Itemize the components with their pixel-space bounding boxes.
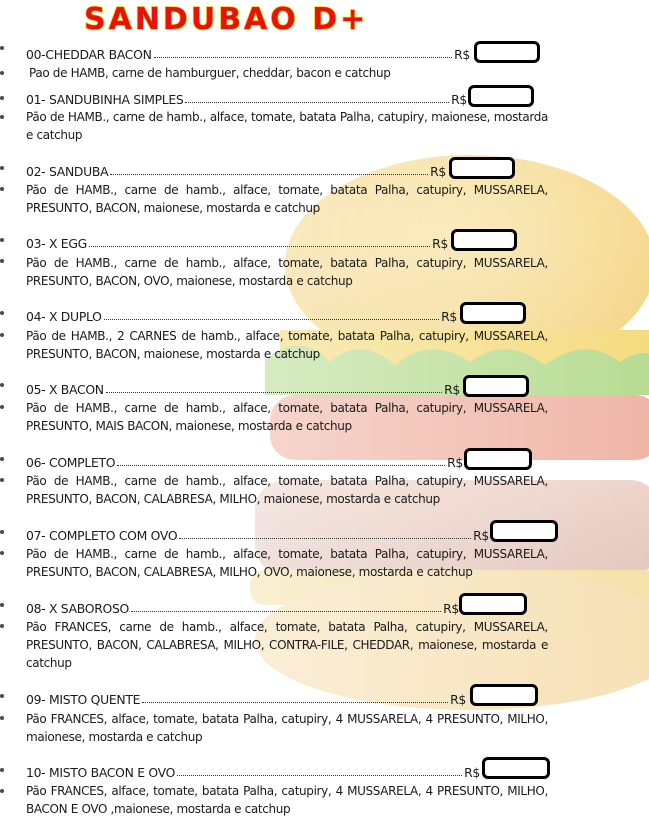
menu-item-description: Pão de HAMB., carne de hamb., alface, tomate, batata Palha, catupiry, maionese, mostarda e catchup [26,110,548,142]
currency-label: R$ [430,164,446,179]
dot-leader [89,246,430,247]
menu-item-name-line [26,379,460,397]
price-box [463,375,529,397]
menu-item-description: Pão FRANCES, alface, tomate, batata Palha, catupiry, 4 MUSSARELA, 4 PRESUNTO, MILHO, BACON E OVO ,maionese, mostarda e catchup [26,784,548,816]
bullet-icon [0,789,4,793]
menu-item-name: 04- X DUPLO [26,309,102,324]
price-box [482,757,550,779]
price-box [474,41,540,63]
price-box [490,520,558,542]
bullet-icon [0,478,4,482]
bullet-icon [0,46,4,50]
menu-item-description: Pão de HAMB., carne de hamb., alface, tomate, batata Palha, catupiry, MUSSARELA, PRESUNTO, BACON, maionese, mostarda e catchup [26,183,548,215]
bullet-icon [0,694,4,698]
currency-label: R$ [441,309,457,324]
menu-item-name: 07- COMPLETO COM OVO [26,528,178,543]
currency-label: R$ [444,382,460,397]
price-box [464,448,532,470]
price-box [459,593,527,615]
menu-item-description: Pão de HAMB., carne de hamb., alface, tomate, batata Palha, catupiry, MUSSARELA, PRESUNTO, BACON, CALABRESA, MILHO, OVO, maionese, mostarda e catchup [26,547,548,579]
bullet-icon [0,187,4,191]
currency-label: R$ [473,528,489,543]
dot-leader [110,174,428,175]
price-box [470,684,538,706]
bullet-icon [0,768,4,772]
menu-item-name: 10- MISTO BACON E OVO [26,765,176,780]
bullet-icon [0,259,4,263]
menu-item-name: 08- X SABOROSO [26,601,129,616]
menu-item-description: Pão de HAMB., carne de hamb., alface, tomate, batata Palha, catupiry, MUSSARELA, PRESUNTO, BACON, CALABRESA, MILHO, maionese, mostarda e catchup [26,474,548,506]
menu-item-name: 03- X EGG [26,236,87,251]
bullet-icon [0,530,4,534]
dot-leader [131,611,441,612]
dot-leader [177,775,462,776]
menu-item-name: 01- SANDUBINHA SIMPLES [26,92,184,107]
menu-item-name: 00-CHEDDAR BACON [26,47,152,62]
currency-label: R$ [450,692,466,707]
menu-item-name: 02- SANDUBA [26,164,109,179]
dot-leader [117,465,445,466]
bullet-icon [0,166,4,170]
menu-item-name: 09- MISTO QUENTE [26,692,141,707]
menu-item-name: 06- COMPLETO [26,455,116,470]
currency-label: R$ [464,765,480,780]
currency-label: R$ [451,92,467,107]
menu-item-description: Pao de HAMB, carne de hamburguer, cheddar, bacon e catchup [29,66,391,80]
dot-leader [185,102,449,103]
menu-item-name-line [26,161,446,179]
price-box [468,85,534,107]
price-box [451,229,517,251]
currency-label: R$ [447,455,463,470]
menu-item-name-line [26,44,470,62]
menu-item-name-line [26,598,459,616]
dot-leader [154,57,453,58]
dot-leader [179,538,471,539]
dot-leader [104,319,439,320]
price-box [460,302,526,324]
bullet-icon [0,115,4,119]
bullet-icon [0,71,4,75]
menu-item-description: Pão FRANCES, carne de hamb., alface, tomate, batata Palha, catupiry, MUSSARELA, PRESUNTO, BACON, CALABRESA, MILHO, CONTRA-FILE, CHEDDAR, maionese, mostarda e catchup [26,620,548,670]
bullet-icon [0,405,4,409]
menu-item-name-line [26,89,467,107]
menu-item-name-line [26,762,480,780]
menu-title [84,0,444,36]
bullet-icon [0,333,4,337]
bullet-icon [0,716,4,720]
bullet-icon [0,603,4,607]
menu-item-description: Pão FRANCES, alface, tomate, batata Palha, catupiry, 4 MUSSARELA, 4 PRESUNTO, MILHO, maionese, mostarda e catchup [26,712,548,744]
bullet-icon [0,383,4,387]
menu-item-description: Pão de HAMB., carne de hamb., alface, tomate, batata Palha, catupiry, MUSSARELA, PRESUNTO, BACON, OVO, maionese, mostarda e catchup [26,256,548,288]
menu-item-name: 05- X BACON [26,382,104,397]
menu-item-name-line [26,452,463,470]
bullet-icon [0,238,4,242]
menu-item-description: Pão de HAMB., carne de hamb., alface, tomate, batata Palha, catupiry, MUSSARELA, PRESUNTO, MAIS BACON, maionese, mostarda e catchup [26,401,548,433]
currency-label: R$ [443,601,459,616]
menu-item-name-line [26,525,489,543]
bullet-icon [0,551,4,555]
menu-item-name-line [26,689,466,707]
menu-title-text: SANDUBAO D+ [84,2,369,36]
bullet-icon [0,457,4,461]
dot-leader [106,392,442,393]
dot-leader [142,702,448,703]
bullet-icon [0,96,4,100]
currency-label: R$ [454,47,470,62]
bullet-icon [0,624,4,628]
menu-item-description: Pão de HAMB., 2 CARNES de hamb., alface, tomate, batata Palha, catupiry, MUSSARELA, PRESUNTO, BACON, maionese, mostarda e catchup [26,329,548,361]
menu-item-name-line [26,306,457,324]
currency-label: R$ [432,236,448,251]
bullet-icon [0,311,4,315]
price-box [449,157,515,179]
menu-item-name-line [26,233,448,251]
